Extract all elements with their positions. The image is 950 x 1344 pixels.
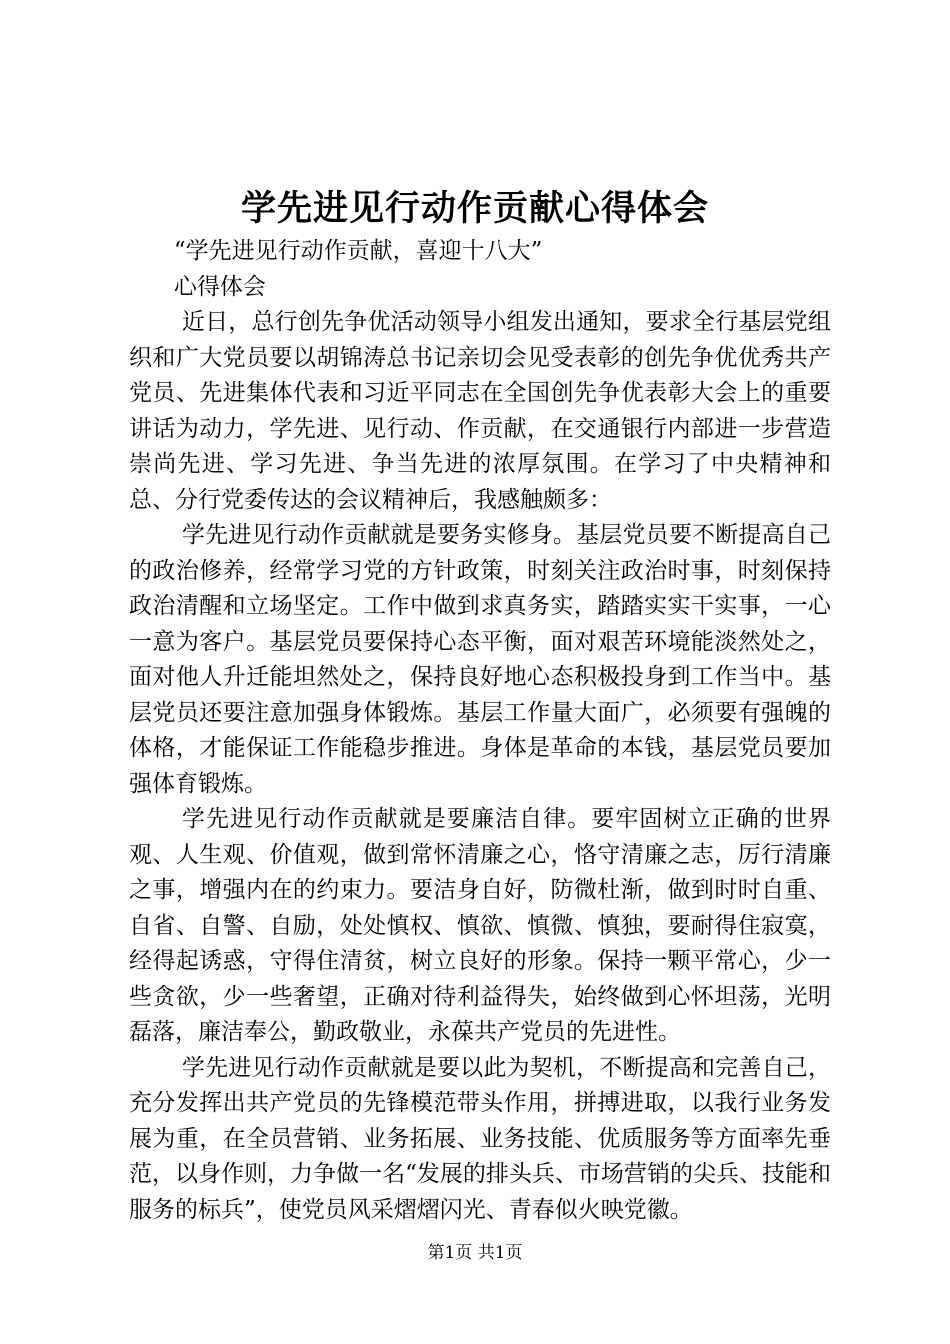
body-paragraph: 学先进见行动作贡献就是要以此为契机，不断提高和完善自己，充分发挥出共产党员的先锋模范带头作用，拼搏进取，以我行业务发展为重，在全员营销、业务拓展、业务技能、优质服务等方面率先垂范，以身作则，力争做一名“发展的排头兵、市场营销的尖兵、技能和服务的标兵”，使党员风采熠熠闪光、青春似火映党徽。 (129, 1054, 831, 1223)
document-body (129, 234, 831, 1228)
page-footer: 第1页 共1页 (427, 1243, 523, 1263)
subtitle-line-1: “学先进见行动作贡献，喜迎十八大” (173, 238, 543, 264)
body-paragraph: 学先进见行动作贡献就是要务实修身。基层党员要不断提高自己的政治修养，经常学习党的方针政策，时刻关注政治时事，时刻保持政治清醒和立场坚定。工作中做到求真务实，踏踏实实干实事，一心一意为客户。基层党员要保持心态平衡，面对艰苦环境能淡然处之，面对他人升迁能坦然处之，保持良好地心态积极投身到工作当中。基层党员还要注意加强身体锻炼。基层工作量大面广，必须要有强魄的体格，才能保证工作能稳步推进。身体是革命的本钱，基层党员要加强体育锻炼。 (129, 522, 831, 797)
body-paragraph: 近日，总行创先争优活动领导小组发出通知，要求全行基层党组织和广大党员要以胡锦涛总书记亲切会见受表彰的创先争优优秀共产党员、先进集体代表和习近平同志在全国创先争优表彰大会上的重要讲话为动力，学先进、见行动、作贡献，在交通银行内部进一步营造崇尚先进、学习先进、争当先进的浓厚氛围。在学习了中央精神和总、分行党委传达的会议精神后，我感触颇多： (129, 309, 831, 513)
body-paragraph: 学先进见行动作贡献就是要廉洁自律。要牢固树立正确的世界观、人生观、价值观，做到常怀清廉之心，恪守清廉之志，厉行清廉之事，增强内在的约束力。要洁身自好，防微杜渐，做到时时自重、自省、自警、自励，处处慎权、慎欲、慎微、慎独，要耐得住寂寞，经得起诱惑，守得住清贫，树立良好的形象。保持一颗平常心，少一些贪欲，少一些奢望，正确对待利益得失，始终做到心怀坦荡，光明磊落，廉洁奉公，勤政敬业，永葆共产党员的先进性。 (129, 806, 831, 1045)
subtitle-line-2: 心得体会 (173, 273, 266, 300)
document-title: 学先进见行动作贡献心得体会 (240, 188, 709, 229)
